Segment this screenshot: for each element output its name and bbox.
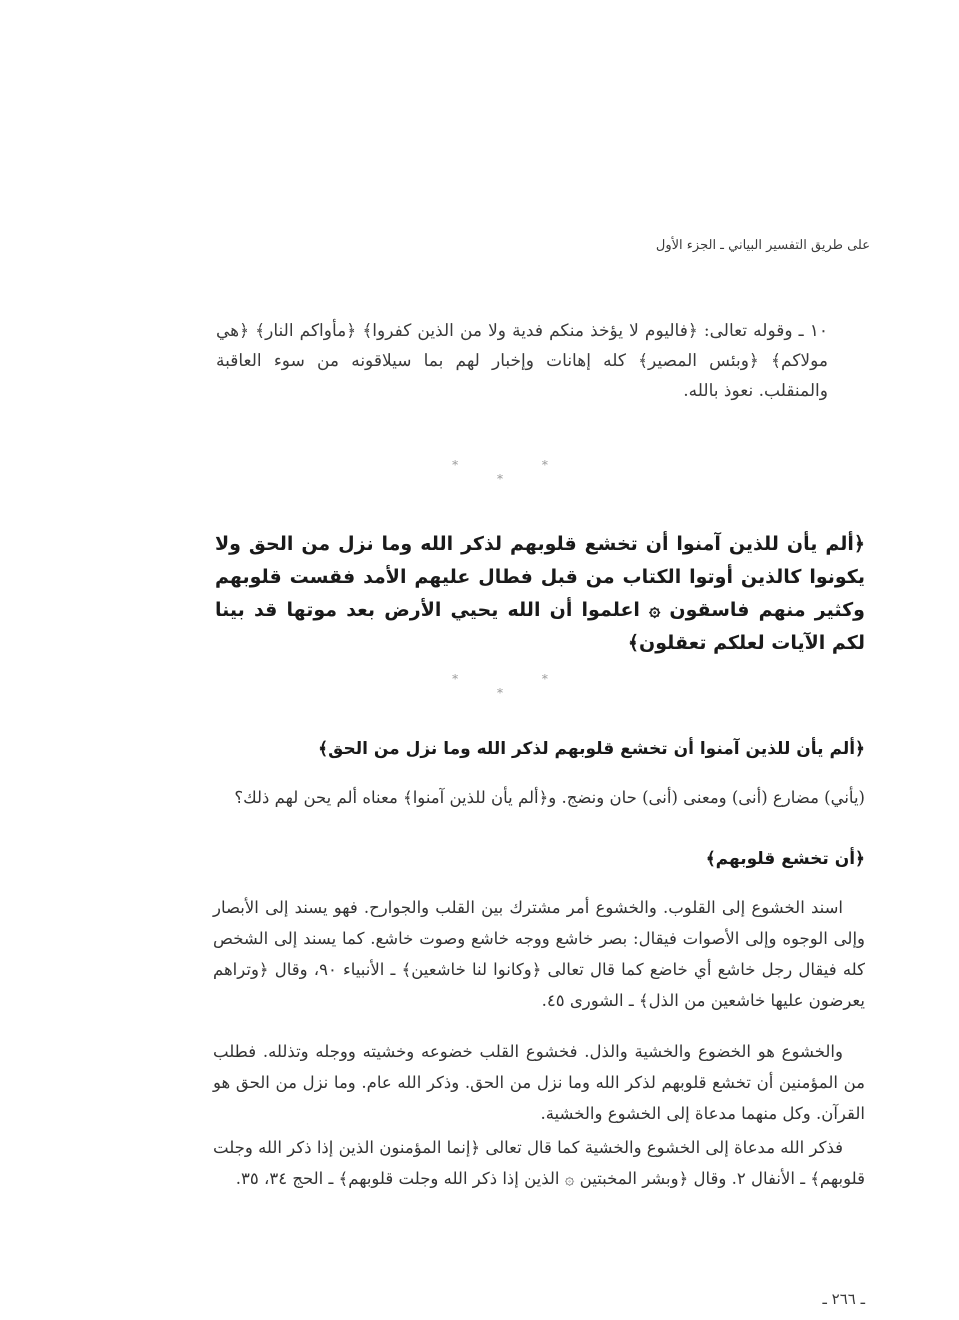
paragraph-khushu-meaning: والخشوع هو الخضوع والخشية والذل. فخشوع القلب خضوعه وخشيته ووجله وتذلله. فطلب من المؤمنين أن تخشع قلوبهم لذكر الله وما نزل من الحق. وذكر الله عام. وما نزل من الحق هو القرآن. وكل منهما مدعاة إلى الخشوع والخشية. xyxy=(213,1042,865,1123)
paragraph-yani: (يأني) مضارع (أنى) ومعنى (أنى) حان ونضج. و﴿ألم يأن للذين آمنوا﴾ معناه ألم يحن لهم ذلك؟ xyxy=(234,788,865,807)
paragraph-khushu-hearts: اسند الخشوع إلى القلوب. والخشوع أمر مشترك بين القلب والجوارح. فهو يسند إلى الأبصار وإلى الوجوه وإلى الأصوات فيقال: بصر خاشع ووجه خاشع وصوت خاشع. كما يسند إلى الشخص كله فيقال رجل خاشع أي خاضع كما قال تعالى ﴿وكانوا لنا خاشعين﴾ ـ الأنبياء ٩٠، وقال ﴿وتراهم يعرضون عليها خاشعين من الذل﴾ ـ الشورى ٤٥. xyxy=(213,898,865,1010)
section-heading-2: ﴿أن تخشع قلوبهم﴾ xyxy=(705,849,865,869)
item-10-paragraph: ١٠ ـ وقوله تعالى: ﴿فاليوم لا يؤخذ منكم فدية ولا من الذين كفروا﴾ ﴿مأواكم النار﴾ ﴿هي مولاكم﴾ ﴿وبئس المصير﴾ كله إهانات وإخبار لهم بما سيلاقونه من سوء العاقبة والمنقلب. نعوذ بالله. xyxy=(216,321,828,401)
separator-dots-top: * * * xyxy=(452,458,588,486)
running-header: على طريق التفسير البياني ـ الجزء الأول xyxy=(655,238,870,253)
paragraph-dhikr: فذكر الله مدعاة إلى الخشوع والخشية كما قال تعالى ﴿إنما المؤمنون الذين إذا ذكر الله وجلت قلوبهم﴾ ـ الأنفال ٢. وقال ﴿وبشر المخبتين ۞ الذين إذا ذكر الله وجلت قلوبهم﴾ ـ الحج ٣٤، ٣٥. xyxy=(213,1138,865,1188)
section-heading-1: ﴿ألم يأن للذين آمنوا أن تخشع قلوبهم لذكر الله وما نزل من الحق﴾ xyxy=(318,739,865,759)
separator-dots-bottom: * * * xyxy=(452,672,588,700)
page-number: ـ ٢٦٦ ـ xyxy=(822,1290,865,1308)
quran-verse-block: ﴿ألم يأن للذين آمنوا أن تخشع قلوبهم لذكر الله وما نزل من الحق ولا يكونوا كالذين أوتوا الكتاب من قبل فطال عليهم الأمد فقست قلوبهم وكثير منهم فاسقون ۞ اعلموا أن الله يحيي الأرض بعد موتها قد بينا لكم الآيات لعلكم تعقلون﴾ xyxy=(215,533,865,654)
